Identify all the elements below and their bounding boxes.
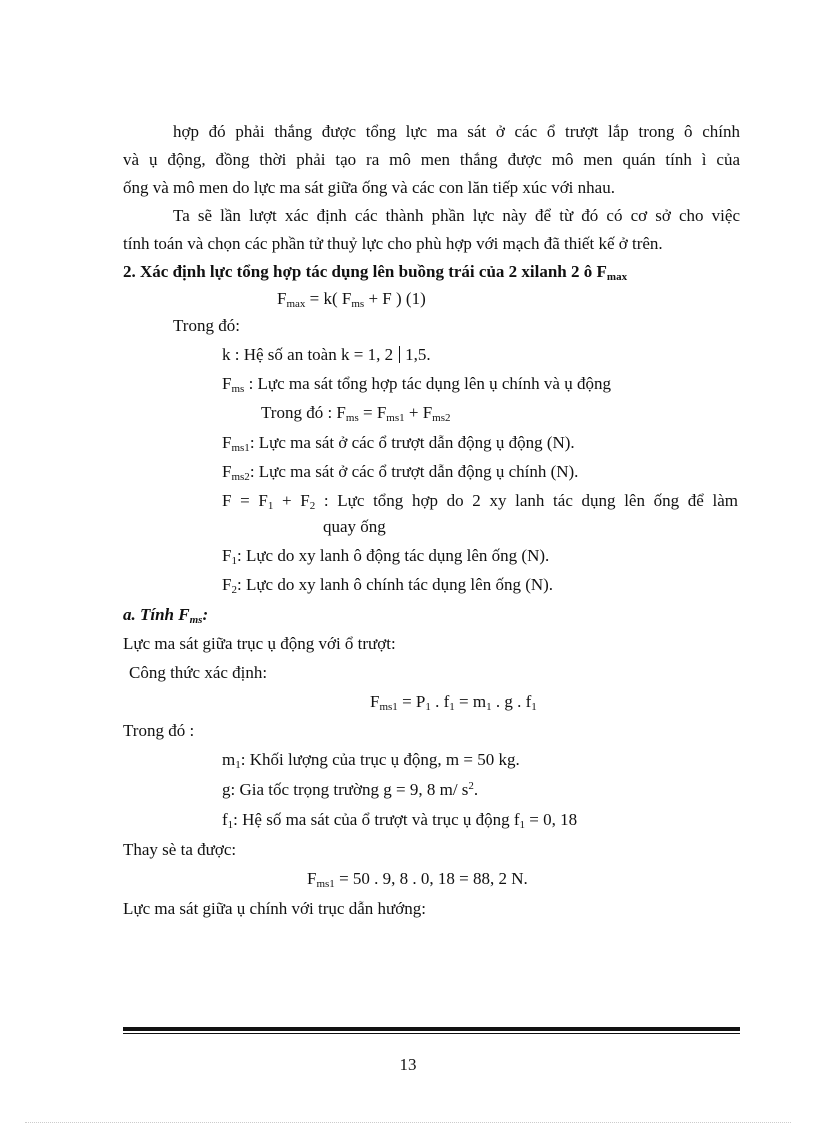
intro-line-1: hợp đó phải thắng được tổng lực ma sát ở các ổ trượt lắp trong ô chính [173,122,740,141]
f2-definition: $F_2$: Lực do xy lanh ô chính tác dụng lên ống (N). [222,575,554,596]
trong-do-label-2: Trong đó : [123,721,195,740]
intro-line-5: tính toán và chọn các phần tử thuỷ lực cho phù hợp với mạch đã thiết kế ở trên. [123,234,663,253]
fms1-definition: $F_{ms1}$: Lực ma sát ở các ổ trượt dẫn động ụ động (N). [222,433,575,454]
section-a-heading: a. Tính $F_{ms}$: [123,605,209,626]
f-definition-cont: quay ống [323,517,386,536]
friction-text-2: Lực ma sát giữa ụ chính với trục dẫn hướng: [123,899,426,918]
fms-sum-formula: Trong đó : $F_{ms} = F_{ms1} + F_{ms2}$ [261,403,451,424]
f1-definition: $F_1$: Lực do xy lanh ô động tác dụng lên ống (N). [222,546,550,567]
trong-do-label: Trong đó: [173,316,240,335]
fms1-result: $F_{ms1} = 50$ . 9, 8 . 0, 18 = 88, 2 N. [307,869,528,890]
f1-coefficient: $f_1$: Hệ số ma sát của ổ trượt và trục ụ động $f_1 = 0$, 18 [222,810,578,831]
footer-rule-thin [123,1033,740,1034]
text-cursor [399,346,400,363]
formula-fmax: $F_{max} = k$( $F_{ms} + F$ ) (1) [277,289,426,310]
intro-line-2: và ụ động, đồng thời phải tạo ra mô men thắng được mô men quán tính ì của [123,150,740,169]
substitute-label: Thay sè ta được: [123,840,237,859]
footer-rule-thick [123,1027,740,1031]
fms-definition: $F_{ms}$ : Lực ma sát tổng hợp tác dụng lên ụ chính và ụ động [222,374,611,395]
intro-line-4: Ta sẽ lần lượt xác định các thành phần lực này để từ đó có cơ sở cho việc [173,206,740,225]
k-definition: k : Hệ số an toàn k = 1, 2 1,5. [222,345,431,364]
g-definition: g: Gia tốc trọng trường g = 9, 8 m/ $s^2$. [222,780,479,799]
m1-definition: $m_1$: Khối lượng của trục ụ động, m = 50 kg. [222,750,520,771]
section-2-heading: 2. Xác định lực tổng hợp tác dụng lên buồng trái của 2 xilanh 2 ô $F_{max}$ [123,262,628,283]
intro-line-3: ống và mô men do lực ma sát giữa ống và các con lăn tiếp xúc với nhau. [123,178,615,197]
friction-text-1: Lực ma sát giữa trục ụ động với ổ trượt: [123,634,396,653]
formula-fms1: $F_{ms1} = P_1$ . $f_1 = m_1$ . g . $f_1$ [370,692,537,713]
fms2-definition: $F_{ms2}$: Lực ma sát ở các ổ trượt dẫn động ụ chính (N). [222,462,579,483]
f-definition: $F = F_1 + F_2$ : Lực tổng hợp do 2 xy lanh tác dụng lên ống để làm [222,491,739,512]
formula-label: Công thức xác định: [129,663,268,682]
page-number: 13 [399,1055,417,1074]
